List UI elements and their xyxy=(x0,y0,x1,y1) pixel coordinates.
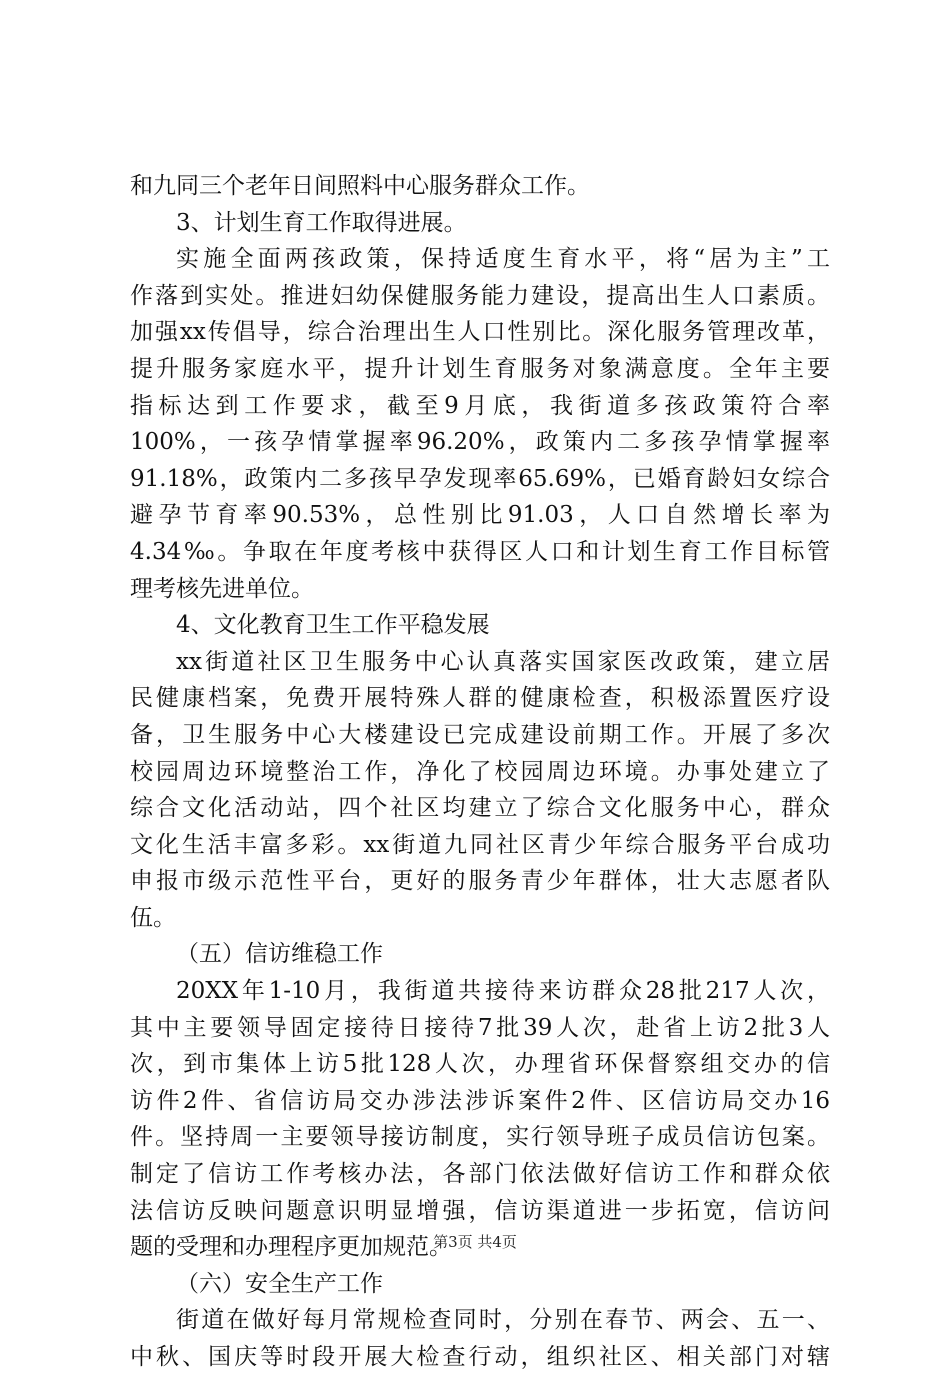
text-line: 校园周边环境整治工作，净化了校园周边环境。办事处建立了 xyxy=(130,758,830,785)
section-heading: 4、文化教育卫生工作平稳发展 xyxy=(176,612,490,639)
text-line: 指标达到工作要求，截至9月底，我街道多孩政策符合率 xyxy=(130,392,830,419)
text-line: 和九同三个老年日间照料中心服务群众工作。 xyxy=(130,173,590,199)
text-line: 制定了信访工作考核办法，各部门依法做好信访工作和群众依 xyxy=(130,1161,830,1188)
text-line: 备，卫生服务中心大楼建设已完成建设前期工作。开展了多次 xyxy=(130,721,830,748)
section-heading: （五）信访维稳工作 xyxy=(176,941,383,968)
text-line: 作落到实处。推进妇幼保健服务能力建设，提高出生人口素质。 xyxy=(130,282,830,309)
text-line: 街道在做好每月常规检查同时，分别在春节、两会、五一、 xyxy=(176,1307,830,1334)
text-line: 理考核先进单位。 xyxy=(130,575,314,602)
text-line: 4.34‰。争取在年度考核中获得区人口和计划生育工作目标管 xyxy=(130,538,830,565)
text-line: 民健康档案，免费开展特殊人群的健康检查，积极添置医疗设 xyxy=(130,685,830,712)
document-body xyxy=(130,168,830,1376)
text-line: 访件2件、省信访局交办涉法涉诉案件2件、区信访局交办16 xyxy=(130,1087,830,1114)
text-line: 实施全面两孩政策，保持适度生育水平，将“居为主”工 xyxy=(176,246,830,273)
text-line: 避孕节育率90.53%，总性别比91.03，人口自然增长率为 xyxy=(130,502,830,529)
text-line: 其中主要领导固定接待日接待7批39人次，赴省上访2批3人 xyxy=(130,1014,830,1041)
text-line: 91.18%，政策内二多孩早孕发现率65.69%，已婚育龄妇女综合 xyxy=(130,465,830,492)
text-line: 20XX年1-10月，我街道共接待来访群众28批217人次， xyxy=(176,978,830,1005)
text-line: 100%，一孩孕情掌握率96.20%，政策内二多孩孕情掌握率 xyxy=(130,429,830,456)
text-line: 次，到市集体上访5批128人次，办理省环保督察组交办的信 xyxy=(130,1051,830,1078)
text-line: 提升服务家庭水平，提升计划生育服务对象满意度。全年主要 xyxy=(130,355,830,382)
text-line: 伍。 xyxy=(130,904,176,931)
text-line: 件。坚持周一主要领导接访制度，实行领导班子成员信访包案。 xyxy=(130,1124,830,1151)
page-number-footer: 第3页 共4页 xyxy=(433,1233,517,1251)
text-line: 中秋、国庆等时段开展大检查行动，组织社区、相关部门对辖 xyxy=(130,1344,830,1370)
text-line: xx街道社区卫生服务中心认真落实国家医改政策，建立居 xyxy=(176,648,830,675)
text-line: 法信访反映问题意识明显增强，信访渠道进一步拓宽，信访问 xyxy=(130,1197,830,1224)
section-heading: 3、计划生育工作取得进展。 xyxy=(176,209,467,236)
section-heading: （六）安全生产工作 xyxy=(176,1270,383,1297)
text-line: 文化生活丰富多彩。xx街道九同社区青少年综合服务平台成功 xyxy=(130,831,830,858)
text-line: 题的受理和办理程序更加规范。 xyxy=(130,1234,452,1261)
text-line: 综合文化活动站，四个社区均建立了综合文化服务中心，群众 xyxy=(130,795,830,822)
text-line: 加强xx传倡导，综合治理出生人口性别比。深化服务管理改革， xyxy=(130,319,830,346)
text-line: 申报市级示范性平台，更好的服务青少年群体，壮大志愿者队 xyxy=(130,868,830,895)
